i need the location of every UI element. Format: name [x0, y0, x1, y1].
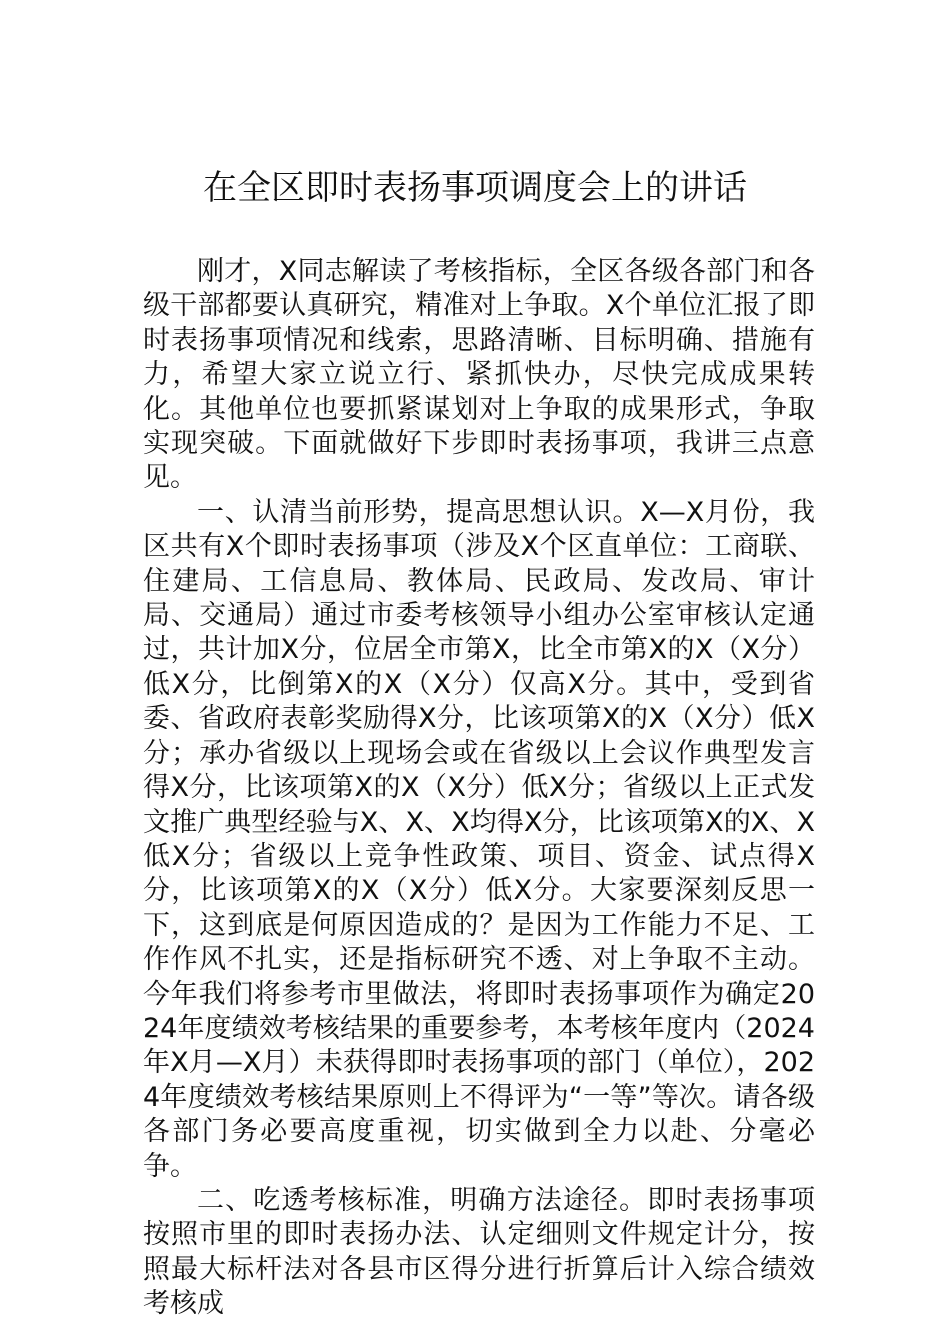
paragraph-intro: 刚才，X同志解读了考核指标，全区各级各部门和各级干部都要认真研究，精准对上争取。X个单位汇报了即时表扬事项情况和线索，思路清晰、目标明确、措施有力，希望大家立说立行、紧抓快办，尽快完成成果转化。其他单位也要抓紧谋划对上争取的成果形式，争取实现突破。下面就做好下步即时表扬事项，我讲三点意见。 [143, 256, 815, 494]
paragraph-section-one: 一、认清当前形势，提高思想认识。X—X月份，我区共有X个即时表扬事项（涉及X个区直单位：工商联、住建局、工信息局、教体局、民政局、发改局、审计局、交通局）通过市委考核领导小组办公室审核认定通过，共计加X分，位居全市第X，比全市第X的X（X分）低X分，比倒第X的X（X分）仅高X分。其中，受到省委、省政府表彰奖励得X分，比该项第X的X（X分）低X分；承办省级以上现场会或在省级以上会议作典型发言得X分，比该项第X的X（X分）低X分；省级以上正式发文推广典型经验与X、X、X均得X分，比该项第X的X、X低X分；省级以上竞争性政策、项目、资金、试点得X分，比该项第X的X（X分）低X分。大家要深刻反思一下，这到底是何原因造成的？是因为工作能力不足、工作作风不扎实，还是指标研究不透、对上争取不主动。今年我们将参考市里做法，将即时表扬事项作为确定2024年度绩效考核结果的重要参考，本考核年度内（2024年X月—X月）未获得即时表扬事项的部门（单位），2024年度绩效考核结果原则上不得评为“一等”等次。请各级各部门务必要高度重视，切实做到全力以赴、分毫必争。 [143, 496, 815, 1182]
document-body [143, 255, 815, 1322]
paragraph-section-two: 二、吃透考核标准，明确方法途径。即时表扬事项按照市里的即时表扬办法、认定细则文件规定计分，按照最大标杆法对各县市区得分进行折算后计入综合绩效考核成 [143, 1184, 815, 1320]
document-title: 在全区即时表扬事项调度会上的讲话 [203, 168, 747, 208]
